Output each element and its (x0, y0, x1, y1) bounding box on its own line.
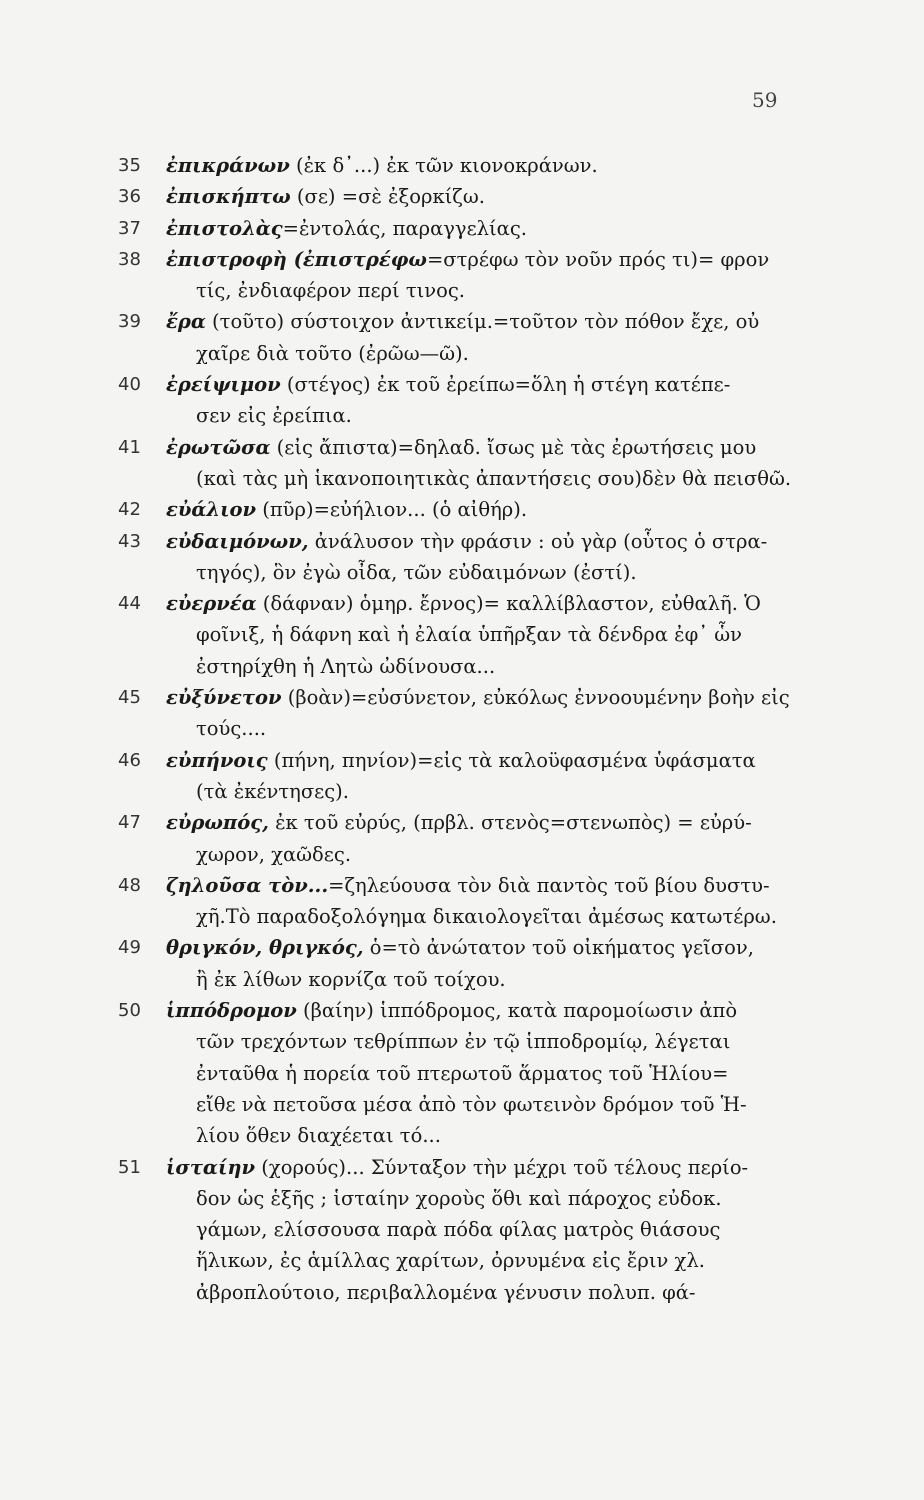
entry-headword: εὐερνέα (166, 592, 257, 616)
entry-line (166, 244, 830, 275)
entry-text: =ἐντολάς, παραγγελίας. (282, 216, 527, 240)
entry-number: 47 (118, 812, 141, 834)
entry-text: (στέγος) ἐκ τοῦ ἐρείπω=ὅλη ἡ στέγη κατέπε- (280, 373, 731, 397)
entry-number: 35 (118, 155, 141, 176)
entry-text: ἐνταῦθα ἡ πορεία τοῦ πτερωτοῦ ἅρματος τοῦ Ἡλίου= (196, 1061, 729, 1085)
entry-text: ἀβροπλούτοιο, περιβαλλομένα γένυσιν πολυπ. φά- (196, 1280, 696, 1304)
entry-line (196, 651, 830, 682)
entry-headword: εὐάλιον (166, 498, 257, 522)
entry-line (196, 1058, 830, 1089)
entry-number: 51 (118, 1156, 141, 1178)
entry-line (196, 839, 830, 870)
entry-line (196, 1277, 830, 1308)
glossary-entry (118, 150, 830, 181)
entry-text: (βοὰν)=εὐσύνετον, εὐκόλως ἐννοουμένην βοὴν εἰς (281, 686, 790, 710)
glossary-entry (118, 588, 830, 682)
entry-headword: ἐρείψιμον (166, 373, 281, 397)
glossary-entry (118, 995, 830, 1151)
entry-line (166, 807, 830, 838)
entry-line (166, 213, 830, 244)
entry-text: φοῖνιξ, ἡ δάφνη καὶ ἡ ἐλαία ὑπῆρξαν τὰ δένδρα ἐφ᾽ ὧν (196, 623, 742, 647)
entry-line (196, 1026, 830, 1057)
entry-text: εἴθε νὰ πετοῦσα μέσα ἀπὸ τὸν φωτεινὸν δρόμον τοῦ Ἡ- (196, 1092, 747, 1116)
entry-headword: εὐρωπός, (166, 811, 269, 835)
entry-text: (δάφναν) ὁμηρ. ἔρνος)= καλλίβλαστον, εὐθαλῆ. Ὁ (256, 592, 761, 616)
entry-text: τηγός), ὃν ἐγὼ οἶδα, τῶν εὐδαιμόνων (ἐστί). (196, 560, 637, 584)
entry-headword: εὐδαιμόνων, (166, 529, 309, 553)
glossary-entry (118, 745, 830, 808)
glossary-entry (118, 181, 830, 212)
glossary-entry (118, 932, 830, 995)
entry-number: 50 (118, 1000, 141, 1022)
entry-number: 41 (118, 436, 141, 458)
entry-headword: ἱππόδρομον (166, 999, 297, 1023)
entry-line (166, 932, 830, 963)
entry-line (196, 619, 830, 650)
entry-line (166, 526, 830, 557)
entry-text: (βαίην) ἱππόδρομος, κατὰ παρομοίωσιν ἀπὸ (296, 999, 738, 1023)
entry-number: 45 (118, 687, 141, 709)
entry-line (166, 494, 830, 525)
entry-number: 49 (118, 937, 141, 959)
entry-text: ἐκ τοῦ εὐρύς, (πρβλ. στενὸς=στενωπὸς) = εὐρύ- (268, 811, 752, 835)
entry-headword: ἐρωτῶσα (166, 435, 271, 459)
entry-number: 36 (118, 186, 141, 208)
entry-text: =στρέφω τὸν νοῦν πρός τι)= φρον (426, 247, 770, 271)
entry-line (166, 745, 830, 776)
entry-line (196, 713, 830, 744)
entry-text: ἀνάλυσον τὴν φράσιν : οὐ γὰρ (οὗτος ὁ στρα- (308, 529, 768, 553)
entry-headword: εὐξύνετον (166, 686, 282, 710)
entry-line (166, 682, 830, 713)
glossary-entry (118, 682, 830, 745)
entry-number: 38 (118, 248, 141, 270)
entry-text: χωρον, χαῶδες. (196, 842, 352, 866)
entry-headword: εὐπήνοις (166, 748, 268, 772)
entry-line (196, 901, 830, 932)
entry-number: 46 (118, 749, 141, 771)
entry-number: 39 (118, 311, 141, 333)
page-number: 59 (752, 88, 778, 112)
glossary-entry (118, 526, 830, 589)
entry-text: ἐστηρίχθη ἡ Λητὼ ὠδίνουσα... (196, 654, 496, 678)
glossary-entry (118, 306, 830, 369)
glossary-entry (118, 432, 830, 495)
entry-text: λίου ὅθεν διαχέεται τό... (196, 1124, 441, 1148)
glossary-entries (118, 150, 830, 1308)
entry-line (196, 275, 830, 306)
entry-text: (πῦρ)=εὐήλιον... (ὁ αἰθήρ). (256, 498, 528, 522)
entry-line (166, 870, 830, 901)
glossary-entry (118, 369, 830, 432)
entry-headword: ἐπιστροφὴ (ἐπιστρέφω (166, 247, 427, 271)
entry-headword: ἐπικράνων (166, 154, 290, 177)
entry-line (166, 150, 830, 181)
entry-text: (πήνη, πηνίον)=εἰς τὰ καλοϋφασμένα ὑφάσματα (267, 748, 756, 772)
entry-text: γάμων, ελίσσουσα παρὰ πόδα φίλας ματρὸς θιάσους (196, 1218, 721, 1242)
glossary-entry (118, 244, 830, 307)
entry-text: ὁ=τὸ ἀνώτατον τοῦ οἰκήματος γεῖσον, (363, 936, 754, 960)
entry-text: δον ὡς ἑξῆς ; ἱσταίην χοροὺς ὅθι καὶ πάροχος εὐδοκ. (196, 1186, 722, 1210)
entry-line (166, 181, 830, 212)
entry-line (196, 964, 830, 995)
glossary-entry (118, 213, 830, 244)
entry-text: ἥλικων, ἐς ἁμίλλας χαρίτων, ὀρνυμένα εἰς ἔριν χλ. (196, 1249, 705, 1273)
entry-line (196, 338, 830, 369)
entry-number: 43 (118, 530, 141, 552)
entry-number: 42 (118, 499, 141, 521)
entry-line (196, 1183, 830, 1214)
entry-number: 37 (118, 217, 141, 239)
entry-text: (εἰς ἄπιστα)=δηλαδ. ἴσως μὲ τὰς ἐρωτήσεις μου (270, 435, 757, 459)
entry-text: ἢ ἐκ λίθων κορνίζα τοῦ τοίχου. (196, 967, 506, 991)
entry-line (166, 588, 830, 619)
entry-line (196, 400, 830, 431)
entry-headword: ἐπιστολὰς (166, 216, 283, 240)
entry-line (166, 369, 830, 400)
entry-line (196, 1120, 830, 1151)
entry-text: =ζηλεύουσα τὸν διὰ παντὸς τοῦ βίου δυστυ- (328, 873, 770, 897)
entry-text: χαῖρε διὰ τοῦτο (ἐρῶω—ῶ). (196, 341, 469, 365)
entry-headword: ζηλοῦσα τὸν... (166, 873, 329, 897)
entry-text: χῆ.Τὸ παραδοξολόγημα δικαιολογεῖται ἀμέσως κατωτέρω. (196, 905, 777, 929)
entry-line (196, 1245, 830, 1276)
glossary-entry (118, 1152, 830, 1308)
entry-text: (σε) =σὲ ἐξορκίζω. (290, 185, 485, 209)
entry-headword: θριγκόν, θριγκός, (166, 936, 364, 960)
entry-line (166, 995, 830, 1026)
entry-line (196, 1089, 830, 1120)
entry-number: 48 (118, 874, 141, 896)
entry-text: σεν εἰς ἐρείπια. (196, 404, 352, 428)
entry-line (166, 1152, 830, 1183)
entry-text: (τὰ ἐκέντησες). (196, 779, 349, 803)
entry-line (196, 463, 830, 494)
entry-headword: ἔρα (166, 310, 206, 334)
entry-text: (καὶ τὰς μὴ ἱκανοποιητικὰς ἀπαντήσεις σου)δὲν θὰ πεισθῶ. (196, 466, 792, 490)
entry-number: 44 (118, 593, 141, 615)
entry-headword: ἐπισκήπτω (166, 185, 291, 209)
entry-text: (χορούς)... Σύνταξον τὴν μέχρι τοῦ τέλους περίο- (255, 1155, 749, 1179)
entry-line (166, 306, 830, 337)
entry-text: τῶν τρεχόντων τεθρίππων ἐν τῷ ἱπποδρομίῳ, λέγεται (196, 1030, 731, 1054)
entry-text: (τοῦτο) σύστοιχον ἀντικείμ.=τοῦτον τὸν πόθον ἔχε, οὐ (205, 310, 760, 334)
entry-headword: ἱσταίην (166, 1155, 256, 1179)
glossary-entry (118, 870, 830, 933)
entry-line (196, 1214, 830, 1245)
entry-number: 40 (118, 374, 141, 396)
entry-line (166, 432, 830, 463)
glossary-entry (118, 494, 830, 525)
entry-text: τίς, ἐνδιαφέρον περί τινος. (196, 279, 466, 303)
entry-text: (ἐκ δ᾽...) ἐκ τῶν κιονοκράνων. (289, 154, 598, 177)
entry-text: τούς.... (196, 717, 267, 741)
entry-line (196, 557, 830, 588)
entry-line (196, 776, 830, 807)
glossary-entry (118, 807, 830, 870)
